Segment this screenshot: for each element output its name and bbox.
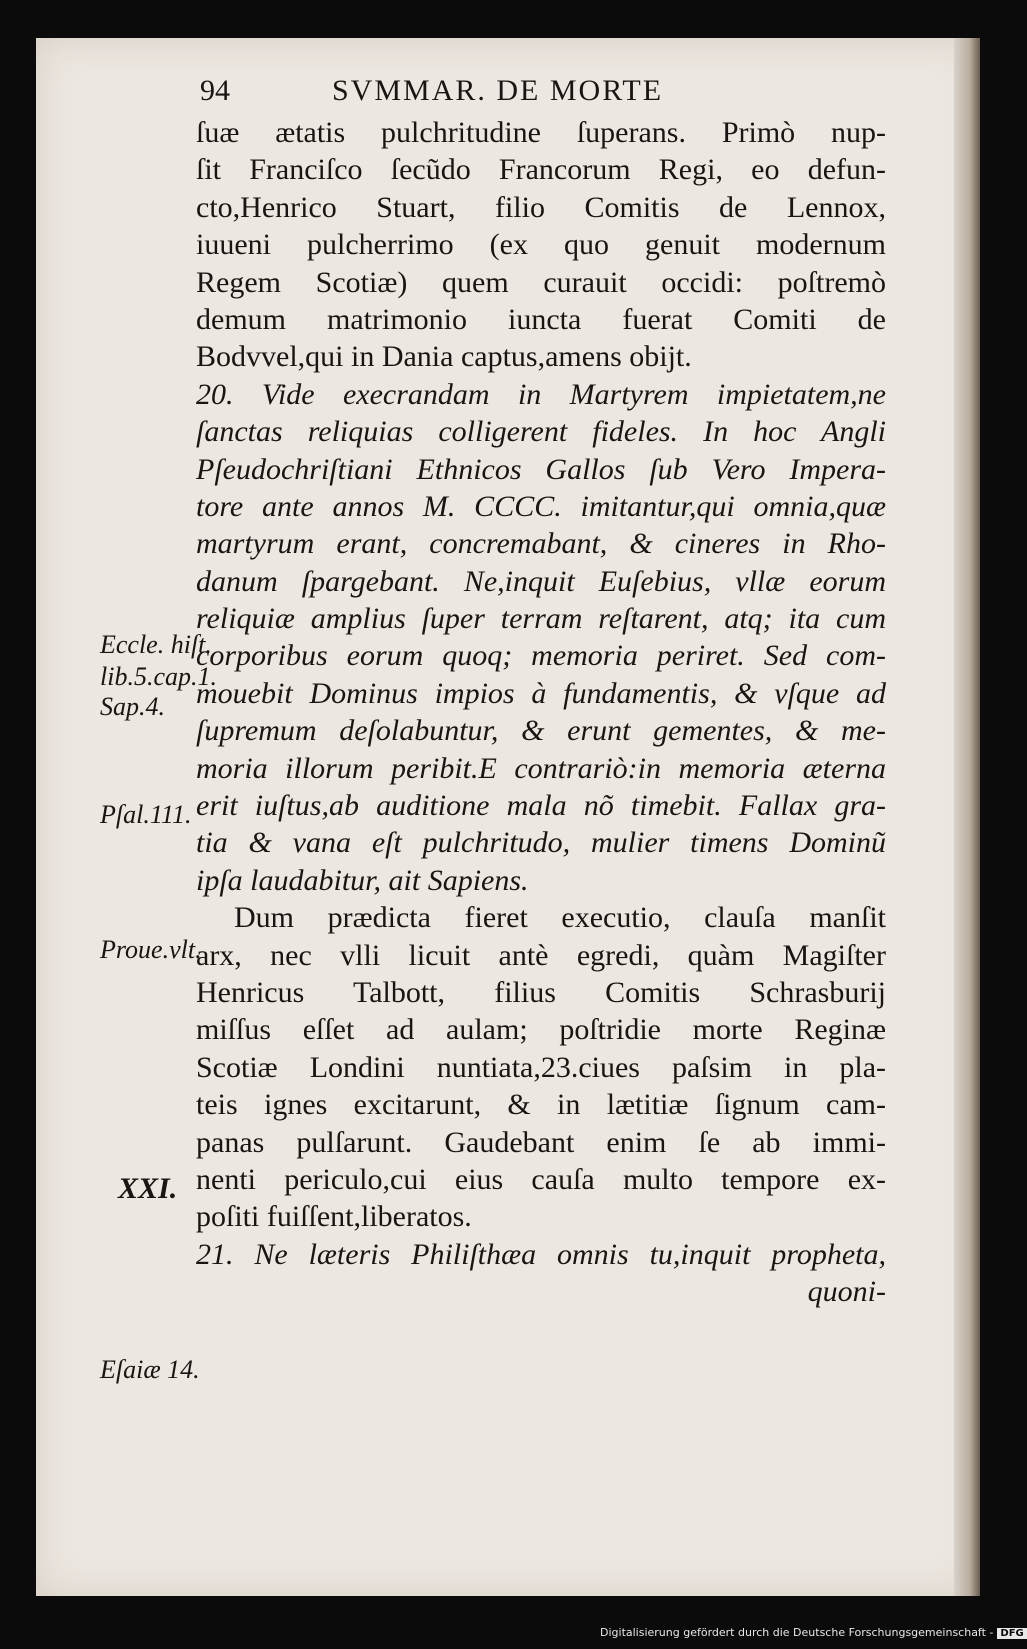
- text-line: tore ante annos M. CCCC. imitantur,qui omnia,quæ: [196, 489, 886, 523]
- page-number: 94: [200, 74, 230, 107]
- margin-note-lib: lib.5.cap.1.: [100, 662, 217, 691]
- text-line: miſſus eſſet ad aulam; poſtridie morte Reginæ: [196, 1013, 886, 1047]
- text-line: moria illorum peribit.E contrariò:in memoria æterna: [196, 751, 886, 785]
- text-line: Pſeudochriſtiani Ethnicos Gallos ſub Vero Impera-: [196, 452, 886, 486]
- text-line: arx, nec vlli licuit antè egredi, quàm Magiſter: [196, 938, 886, 972]
- text-line: Henricus Talbott, filius Comitis Schrasburij: [196, 975, 886, 1009]
- text-line: tia & vana eſt pulchritudo, mulier timens Dominũ: [196, 826, 886, 860]
- text-line: danum ſpargebant. Ne,inquit Euſebius, vllæ eorum: [196, 564, 886, 598]
- digitization-credit: [600, 1626, 1024, 1646]
- text-line: Dum prædicta fieret executio, clauſa manſit: [234, 901, 886, 935]
- text-line: erit iuſtus,ab auditione mala nõ timebit. Fallax gra-: [196, 789, 886, 823]
- text-line: ſanctas reliquias colligerent fideles. In hoc Angli: [196, 415, 886, 449]
- dfg-logo: DFG: [997, 1628, 1026, 1639]
- text-line: Regem Scotiæ) quem curauit occidi: poſtremò: [196, 265, 886, 299]
- margin-note-sap: Sap.4.: [100, 692, 165, 721]
- text-line: poſiti fuiſſent,liberatos.: [196, 1200, 472, 1234]
- page-header: [200, 74, 760, 114]
- text-line: Bodvvel,qui in Dania captus,amens obijt.: [196, 340, 692, 374]
- text-line: ſupremum deſolabuntur, & erunt gementes, & me-: [196, 714, 886, 748]
- main-text: [196, 114, 886, 1311]
- page-edge: [954, 38, 980, 1596]
- text-line: ipſa laudabitur, ait Sapiens.: [196, 863, 529, 897]
- margin-note-psal: Pſal.111.: [100, 800, 192, 829]
- text-line: iuueni pulcherrimo (ex quo genuit modernum: [196, 228, 886, 262]
- text-line: mouebit Dominus impios à fundamentis, & vſque ad: [196, 676, 886, 710]
- text-line: teis ignes excitarunt, & in lætitiæ ſignum cam-: [196, 1088, 886, 1122]
- credit-text: Digitalisierung gefördert durch die Deutsche Forschungsgemeinschaft -: [600, 1626, 994, 1639]
- text-line: cto,Henrico Stuart, filio Comitis de Lennox,: [196, 190, 886, 224]
- running-title: SVMMAR. DE MORTE: [332, 74, 664, 107]
- text-line: nenti periculo,cui eius cauſa multo tempore ex-: [196, 1162, 886, 1196]
- text-line: reliquiæ amplius ſuper terram reſtarent, atq; ita cum: [196, 602, 886, 636]
- text-line: 21. Ne læteris Philiſthæa omnis tu,inquit propheta,: [196, 1237, 886, 1271]
- text-line: Scotiæ Londini nuntiata,23.ciues paſsim in pla-: [196, 1050, 886, 1084]
- text-line: martyrum erant, concremabant, & cineres in Rho-: [196, 527, 886, 561]
- text-line: demum matrimonio iuncta fuerat Comiti de: [196, 302, 886, 336]
- catchword: quoni-: [807, 1275, 886, 1309]
- text-line: ſuæ ætatis pulchritudine ſuperans. Primò nup-: [196, 116, 886, 149]
- text-line: ſit Franciſco ſecũdo Francorum Regi, eo defun-: [196, 153, 886, 187]
- text-line: panas pulſarunt. Gaudebant enim ſe ab immi-: [196, 1125, 886, 1159]
- margin-note-eccle: Eccle. hiſt.: [100, 630, 212, 659]
- margin-note-esaiae: Eſaiæ 14.: [100, 1355, 200, 1384]
- section-number: XXI.: [118, 1172, 178, 1205]
- text-line: 20. Vide execrandam in Martyrem impietatem,ne: [196, 377, 886, 411]
- margin-note-proue: Proue.vlt.: [100, 935, 202, 964]
- text-line: corporibus eorum quoq; memoria periret. Sed com-: [196, 639, 886, 673]
